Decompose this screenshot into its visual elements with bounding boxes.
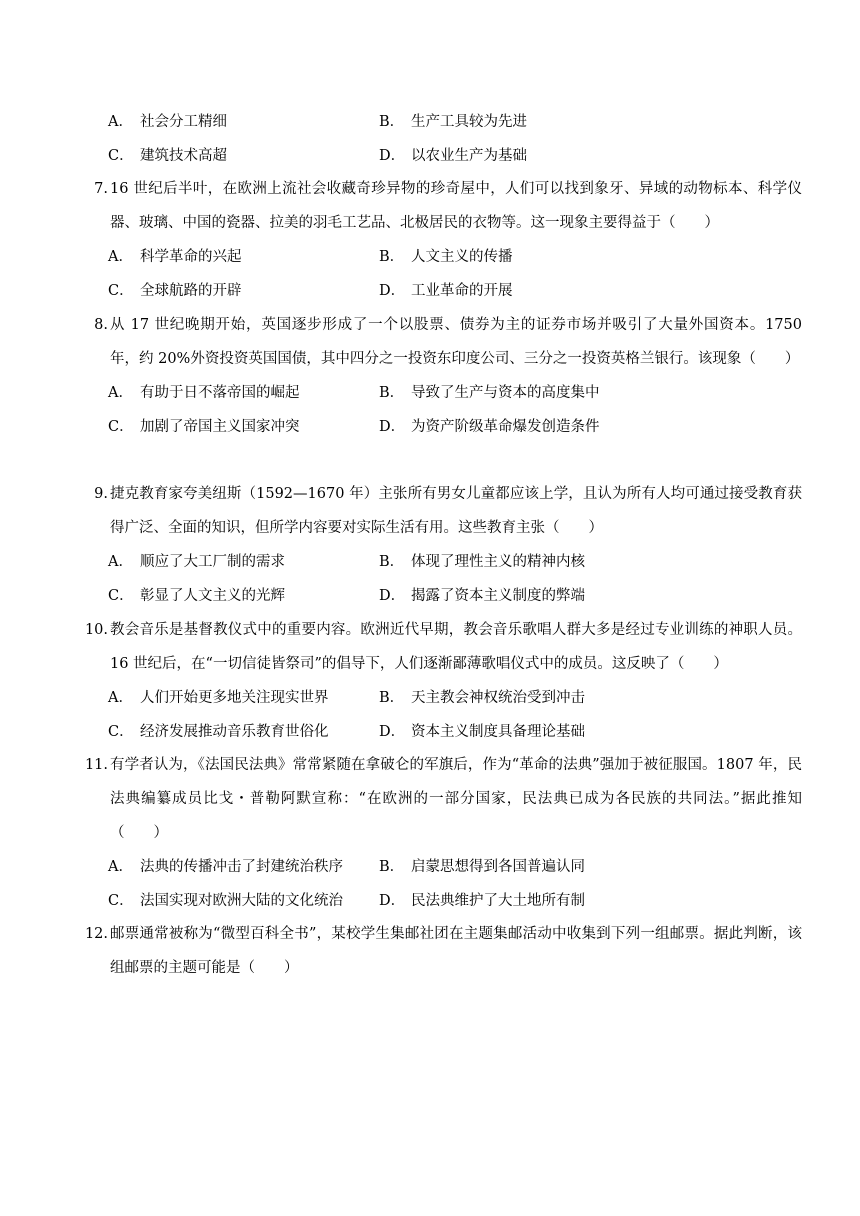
option-c: C． 彰显了人文主义的光辉 xyxy=(108,588,285,604)
question-12 xyxy=(82,917,802,985)
option-c: C． 加剧了帝国主义国家冲突 xyxy=(108,419,300,435)
question-number: 8. xyxy=(94,317,108,333)
option-d: D． 工业革命的开展 xyxy=(379,283,513,299)
question-stem: 8. 从 17 世纪晚期开始，英国逐步形成了一个以股票、债券为主的证券市场并吸引了大量外国资本。1750 年，约 20%外资投资英国国债，其中四分之一投资东印度公司、三分之一投资英格兰银行。该现象（ ） xyxy=(82,308,802,376)
option-c: C． 建筑技术高超 xyxy=(108,148,227,164)
option-d: D． 揭露了资本主义制度的弊端 xyxy=(379,588,585,604)
option-c: C． 经济发展推动音乐教育世俗化 xyxy=(108,724,329,740)
option-b: B． 天主教会神权统治受到冲击 xyxy=(379,690,585,706)
question-number: 10. xyxy=(84,622,108,638)
option-b: B． 导致了生产与资本的高度集中 xyxy=(379,385,600,401)
question-10 xyxy=(82,613,802,749)
option-a: A． 人们开始更多地关注现实世界 xyxy=(108,690,329,706)
option-d: D． 以农业生产为基础 xyxy=(379,148,527,164)
option-a: A． 科学革命的兴起 xyxy=(108,249,242,265)
question-7 xyxy=(82,172,802,308)
option-a: A． 有助于日不落帝国的崛起 xyxy=(108,385,300,401)
option-a: A． 顺应了大工厂制的需求 xyxy=(108,554,285,570)
question-number: 7. xyxy=(94,181,108,197)
option-b: B． 人文主义的传播 xyxy=(379,249,513,265)
question-number: 11. xyxy=(84,757,108,773)
question-8 xyxy=(82,308,802,444)
option-a: A． 社会分工精细 xyxy=(108,114,227,130)
question-stem: 9. 捷克教育家夸美纽斯（1592—1670 年）主张所有男女儿童都应该上学，且认为所有人均可通过接受教育获得广泛、全面的知识，但所学内容要对实际生活有用。这些教育主张（ ） xyxy=(82,477,802,545)
question-number: 9. xyxy=(94,486,108,502)
question-stem: 10. 教会音乐是基督教仪式中的重要内容。欧洲近代早期，教会音乐歌唱人群大多是经过专业训练的神职人员。16 世纪后，在“一切信徒皆祭司”的倡导下，人们逐渐鄙薄歌唱仪式中的成员。这反映了（ ） xyxy=(82,613,802,681)
option-b: B． 体现了理性主义的精神内核 xyxy=(379,554,585,570)
question-11 xyxy=(82,748,802,918)
question-6-options xyxy=(82,105,802,173)
question-number: 12. xyxy=(84,926,108,942)
option-d: D． 民法典维护了大土地所有制 xyxy=(379,893,585,909)
question-stem: 12. 邮票通常被称为“微型百科全书”，某校学生集邮社团在主题集邮活动中收集到下列一组邮票。据此判断，该组邮票的主题可能是（ ） xyxy=(82,917,802,985)
option-d: D． 为资产阶级革命爆发创造条件 xyxy=(379,419,600,435)
option-b: B． 启蒙思想得到各国普遍认同 xyxy=(379,859,585,875)
question-stem: 7. 16 世纪后半叶，在欧洲上流社会收藏奇珍异物的珍奇屋中，人们可以找到象牙、异域的动物标本、科学仪器、玻璃、中国的瓷器、拉美的羽毛工艺品、北极居民的衣物等。这一现象主要得益于（ ） xyxy=(82,172,802,240)
option-a: A． 法典的传播冲击了封建统治秩序 xyxy=(108,859,343,875)
question-9 xyxy=(82,477,802,613)
option-c: C． 全球航路的开辟 xyxy=(108,283,242,299)
option-d: D． 资本主义制度具备理论基础 xyxy=(379,724,585,740)
question-stem: 11. 有学者认为，《法国民法典》常常紧随在拿破仑的军旗后，作为“革命的法典”强加于被征服国。1807 年，民法典编纂成员比戈・普勒阿默宣称：“在欧洲的一部分国家，民法典已成为各民族的共同法。”据此推知（ ） xyxy=(82,748,802,850)
option-c: C． 法国实现对欧洲大陆的文化统治 xyxy=(108,893,343,909)
option-b: B． 生产工具较为先进 xyxy=(379,114,527,130)
